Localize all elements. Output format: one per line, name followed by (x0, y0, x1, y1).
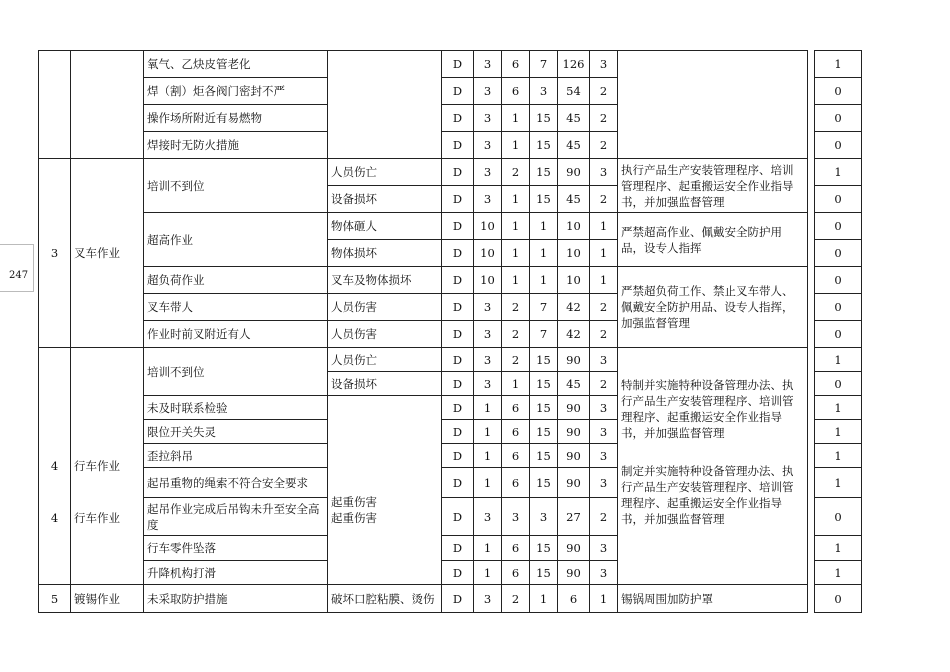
vals-cell: D (442, 105, 474, 132)
vals-cell: 3 (474, 585, 502, 613)
vals-cell: 3 (474, 78, 502, 105)
vals-cell: 90 (558, 561, 590, 585)
flag-cell: 0 (815, 132, 862, 159)
vals-cell: 3 (474, 51, 502, 78)
vals-cell: 6 (502, 561, 530, 585)
vals-cell: D (442, 348, 474, 372)
vals-cell: 15 (530, 396, 558, 420)
vals-cell: 2 (502, 294, 530, 321)
vals-cell: D (442, 321, 474, 348)
vals-cell: D (442, 78, 474, 105)
no-cell: 3 (39, 159, 71, 348)
consequence-cell: 人员伤亡 (328, 159, 442, 186)
hazard-cell: 操作场所附近有易燃物 (144, 105, 328, 132)
vals-cell: 3 (474, 348, 502, 372)
flag-cell: 0 (815, 213, 862, 240)
page-margin-tab (0, 244, 34, 292)
vals-cell: 1 (502, 186, 530, 213)
flag-cell: 1 (815, 420, 862, 444)
vals-cell: 1 (530, 213, 558, 240)
vals-cell: 3 (502, 498, 530, 536)
consequence-cell: 人员伤害 (328, 294, 442, 321)
vals-cell: 1 (474, 468, 502, 498)
vals-cell: 45 (558, 372, 590, 396)
hazard-cell: 限位开关失灵 (144, 420, 328, 444)
vals-cell: 7 (530, 294, 558, 321)
table-row (39, 267, 862, 294)
measure-cell: 严禁超负荷工作、禁止叉车带人、佩戴安全防护用品、设专人指挥，加强监督管理 (618, 267, 808, 348)
hazard-cell: 未采取防护措施 (144, 585, 328, 613)
vals-cell: 45 (558, 132, 590, 159)
vals-cell: 2 (590, 78, 618, 105)
hazard-cell: 焊接时无防火措施 (144, 132, 328, 159)
vals-cell: 10 (558, 267, 590, 294)
hazard-cell: 培训不到位 (144, 348, 328, 396)
vals-cell: 6 (502, 468, 530, 498)
vals-cell: 6 (558, 585, 590, 613)
vals-cell: 1 (502, 213, 530, 240)
table-row (39, 213, 862, 240)
hazard-cell: 氧气、乙炔皮管老化 (144, 51, 328, 78)
vals-cell: 3 (590, 536, 618, 561)
hazard-cell: 起吊作业完成后吊钩未升至安全高度 (144, 498, 328, 536)
vals-cell: 42 (558, 294, 590, 321)
vals-cell: 2 (502, 348, 530, 372)
measure-text: 制定并实施特种设备管理办法、执行产品生产安装管理程序、培训管理程序、起重搬运安全作业指导书，并加强监督管理 (621, 464, 794, 526)
vals-cell: 6 (502, 78, 530, 105)
vals-cell: 1 (590, 267, 618, 294)
vals-cell: D (442, 444, 474, 468)
vals-cell: 3 (474, 294, 502, 321)
flag-cell: 0 (815, 294, 862, 321)
vals-cell: 2 (590, 321, 618, 348)
hazard-cell: 超负荷作业 (144, 267, 328, 294)
vals-cell: 27 (558, 498, 590, 536)
hazard-cell: 升降机构打滑 (144, 561, 328, 585)
activity-cell: 叉车作业 (71, 159, 144, 348)
vals-cell: 3 (590, 561, 618, 585)
vals-cell: 3 (590, 51, 618, 78)
vals-cell: 1 (502, 240, 530, 267)
consequence-cell: 物体砸人 (328, 213, 442, 240)
consequence-cell: 叉车及物体损坏 (328, 267, 442, 294)
hazard-cell: 起吊重物的绳索不符合安全要求 (144, 468, 328, 498)
vals-cell: 1 (502, 105, 530, 132)
measure-cell (618, 348, 808, 585)
consequence-cell (328, 396, 442, 585)
vals-cell: 3 (530, 78, 558, 105)
flag-cell: 0 (815, 372, 862, 396)
vals-cell: 2 (502, 585, 530, 613)
vals-cell: 15 (530, 536, 558, 561)
vals-cell: 42 (558, 321, 590, 348)
flag-cell: 1 (815, 348, 862, 372)
measure-cell: 锡锅周围加防护罩 (618, 585, 808, 613)
vals-cell: 3 (590, 396, 618, 420)
vals-cell: D (442, 213, 474, 240)
vals-cell: 15 (530, 105, 558, 132)
vals-cell: 1 (502, 372, 530, 396)
vals-cell: D (442, 186, 474, 213)
table-row (39, 585, 862, 613)
vals-cell: 90 (558, 159, 590, 186)
vals-cell: 3 (474, 159, 502, 186)
flag-cell: 0 (815, 498, 862, 536)
vals-cell: 2 (590, 105, 618, 132)
vals-cell: D (442, 372, 474, 396)
table-row (39, 159, 862, 186)
vals-cell: 90 (558, 348, 590, 372)
vals-cell: 1 (474, 561, 502, 585)
activity-cell: 镀锡作业 (71, 585, 144, 613)
flag-cell: 0 (815, 267, 862, 294)
vals-cell: D (442, 561, 474, 585)
vals-cell: 45 (558, 105, 590, 132)
vals-cell: 1 (502, 267, 530, 294)
vals-cell: D (442, 51, 474, 78)
vals-cell: 15 (530, 561, 558, 585)
flag-cell: 1 (815, 444, 862, 468)
vals-cell: 15 (530, 159, 558, 186)
vals-cell: 1 (530, 267, 558, 294)
vals-cell: 15 (530, 420, 558, 444)
flag-cell: 0 (815, 240, 862, 267)
consequence-cell: 人员伤亡 (328, 348, 442, 372)
vals-cell: D (442, 420, 474, 444)
measure-cell: 严禁超高作业、佩戴安全防护用品，设专人指挥 (618, 213, 808, 267)
no-cell: 5 (39, 585, 71, 613)
flag-cell: 1 (815, 468, 862, 498)
table-row (39, 348, 862, 372)
vals-cell: 6 (502, 444, 530, 468)
measure-cell: 执行产品生产安装管理程序、培训管理程序、起重搬运安全作业指导书，并加强监督管理 (618, 159, 808, 213)
vals-cell: 1 (590, 240, 618, 267)
vals-cell: 2 (590, 186, 618, 213)
consequence-cell (328, 51, 442, 159)
vals-cell: D (442, 468, 474, 498)
vals-cell: 2 (590, 132, 618, 159)
consequence-label: 起重伤害 (331, 511, 377, 525)
hazard-cell: 作业时前叉附近有人 (144, 321, 328, 348)
vals-cell: D (442, 132, 474, 159)
vals-cell: D (442, 240, 474, 267)
vals-cell: 3 (590, 444, 618, 468)
flag-cell: 1 (815, 159, 862, 186)
activity-cell (71, 51, 144, 159)
vals-cell: 3 (590, 348, 618, 372)
vals-cell: 1 (474, 444, 502, 468)
vals-cell: 126 (558, 51, 590, 78)
consequence-cell: 人员伤害 (328, 321, 442, 348)
hazard-cell: 叉车带人 (144, 294, 328, 321)
vals-cell: 10 (558, 240, 590, 267)
vals-cell: 3 (590, 420, 618, 444)
vals-cell: 15 (530, 444, 558, 468)
flag-cell: 0 (815, 321, 862, 348)
vals-cell: 90 (558, 420, 590, 444)
vals-cell: D (442, 294, 474, 321)
vals-cell: 1 (530, 585, 558, 613)
vals-cell: 10 (474, 240, 502, 267)
vals-cell: D (442, 159, 474, 186)
flag-cell: 0 (815, 585, 862, 613)
consequence-label: 起重伤害 (331, 495, 377, 509)
vals-cell: 45 (558, 186, 590, 213)
vals-cell: 3 (530, 498, 558, 536)
flag-cell: 0 (815, 78, 862, 105)
vals-cell: 7 (530, 321, 558, 348)
vals-cell: 1 (474, 420, 502, 444)
vals-cell: 90 (558, 396, 590, 420)
vals-cell: 90 (558, 468, 590, 498)
consequence-cell: 物体损坏 (328, 240, 442, 267)
vals-cell: 54 (558, 78, 590, 105)
vals-cell: 6 (502, 396, 530, 420)
no-label: 4 (50, 511, 59, 525)
consequence-cell: 设备损坏 (328, 372, 442, 396)
vals-cell: 6 (502, 420, 530, 444)
vals-cell: 90 (558, 444, 590, 468)
vals-cell: 2 (502, 159, 530, 186)
table-row (39, 51, 862, 78)
measure-cell (618, 51, 808, 159)
vals-cell: 6 (502, 51, 530, 78)
vals-cell: D (442, 267, 474, 294)
vals-cell: 1 (590, 213, 618, 240)
activity-label: 行车作业 (74, 459, 120, 473)
vals-cell: D (442, 585, 474, 613)
consequence-cell: 破坏口腔粘膜、烫伤 (328, 585, 442, 613)
vals-cell: 3 (474, 186, 502, 213)
vals-cell: 15 (530, 468, 558, 498)
vals-cell: 1 (530, 240, 558, 267)
flag-cell: 1 (815, 536, 862, 561)
vals-cell: 7 (530, 51, 558, 78)
vals-cell: 15 (530, 372, 558, 396)
measure-text: 特制并实施特种设备管理办法、执行产品生产安装管理程序、培训管理程序、起重搬运安全作业指导书，并加强监督管理 (621, 378, 794, 440)
activity-label: 行车作业 (74, 511, 120, 525)
flag-cell: 0 (815, 186, 862, 213)
vals-cell: D (442, 396, 474, 420)
hazard-cell: 未及时联系检验 (144, 396, 328, 420)
hazard-cell: 超高作业 (144, 213, 328, 267)
vals-cell: 1 (474, 396, 502, 420)
hazard-cell: 歪拉斜吊 (144, 444, 328, 468)
vals-cell: 10 (474, 267, 502, 294)
flag-cell: 1 (815, 396, 862, 420)
vals-cell: 6 (502, 536, 530, 561)
vals-cell: 3 (474, 105, 502, 132)
vals-cell: 1 (474, 536, 502, 561)
no-cell (39, 348, 71, 585)
vals-cell: 2 (590, 372, 618, 396)
risk-assessment-table (38, 50, 862, 613)
flag-cell: 0 (815, 105, 862, 132)
flag-cell: 1 (815, 561, 862, 585)
page-number: 247 (9, 270, 29, 281)
no-label: 4 (50, 459, 59, 473)
vals-cell: 3 (590, 468, 618, 498)
vals-cell: D (442, 498, 474, 536)
vals-cell: 3 (474, 321, 502, 348)
vals-cell: D (442, 536, 474, 561)
activity-cell (71, 348, 144, 585)
vals-cell: 2 (590, 498, 618, 536)
vals-cell: 2 (590, 294, 618, 321)
vals-cell: 3 (474, 132, 502, 159)
vals-cell: 90 (558, 536, 590, 561)
vals-cell: 3 (474, 498, 502, 536)
vals-cell: 1 (590, 585, 618, 613)
vals-cell: 1 (502, 132, 530, 159)
consequence-cell: 设备损坏 (328, 186, 442, 213)
vals-cell: 10 (474, 213, 502, 240)
vals-cell: 3 (474, 372, 502, 396)
hazard-cell: 培训不到位 (144, 159, 328, 213)
hazard-cell: 行车零件坠落 (144, 536, 328, 561)
hazard-cell: 焊（割）炬各阀门密封不严 (144, 78, 328, 105)
vals-cell: 15 (530, 348, 558, 372)
vals-cell: 15 (530, 186, 558, 213)
vals-cell: 10 (558, 213, 590, 240)
vals-cell: 3 (590, 159, 618, 186)
no-cell (39, 51, 71, 159)
flag-cell: 1 (815, 51, 862, 78)
vals-cell: 15 (530, 132, 558, 159)
vals-cell: 2 (502, 321, 530, 348)
